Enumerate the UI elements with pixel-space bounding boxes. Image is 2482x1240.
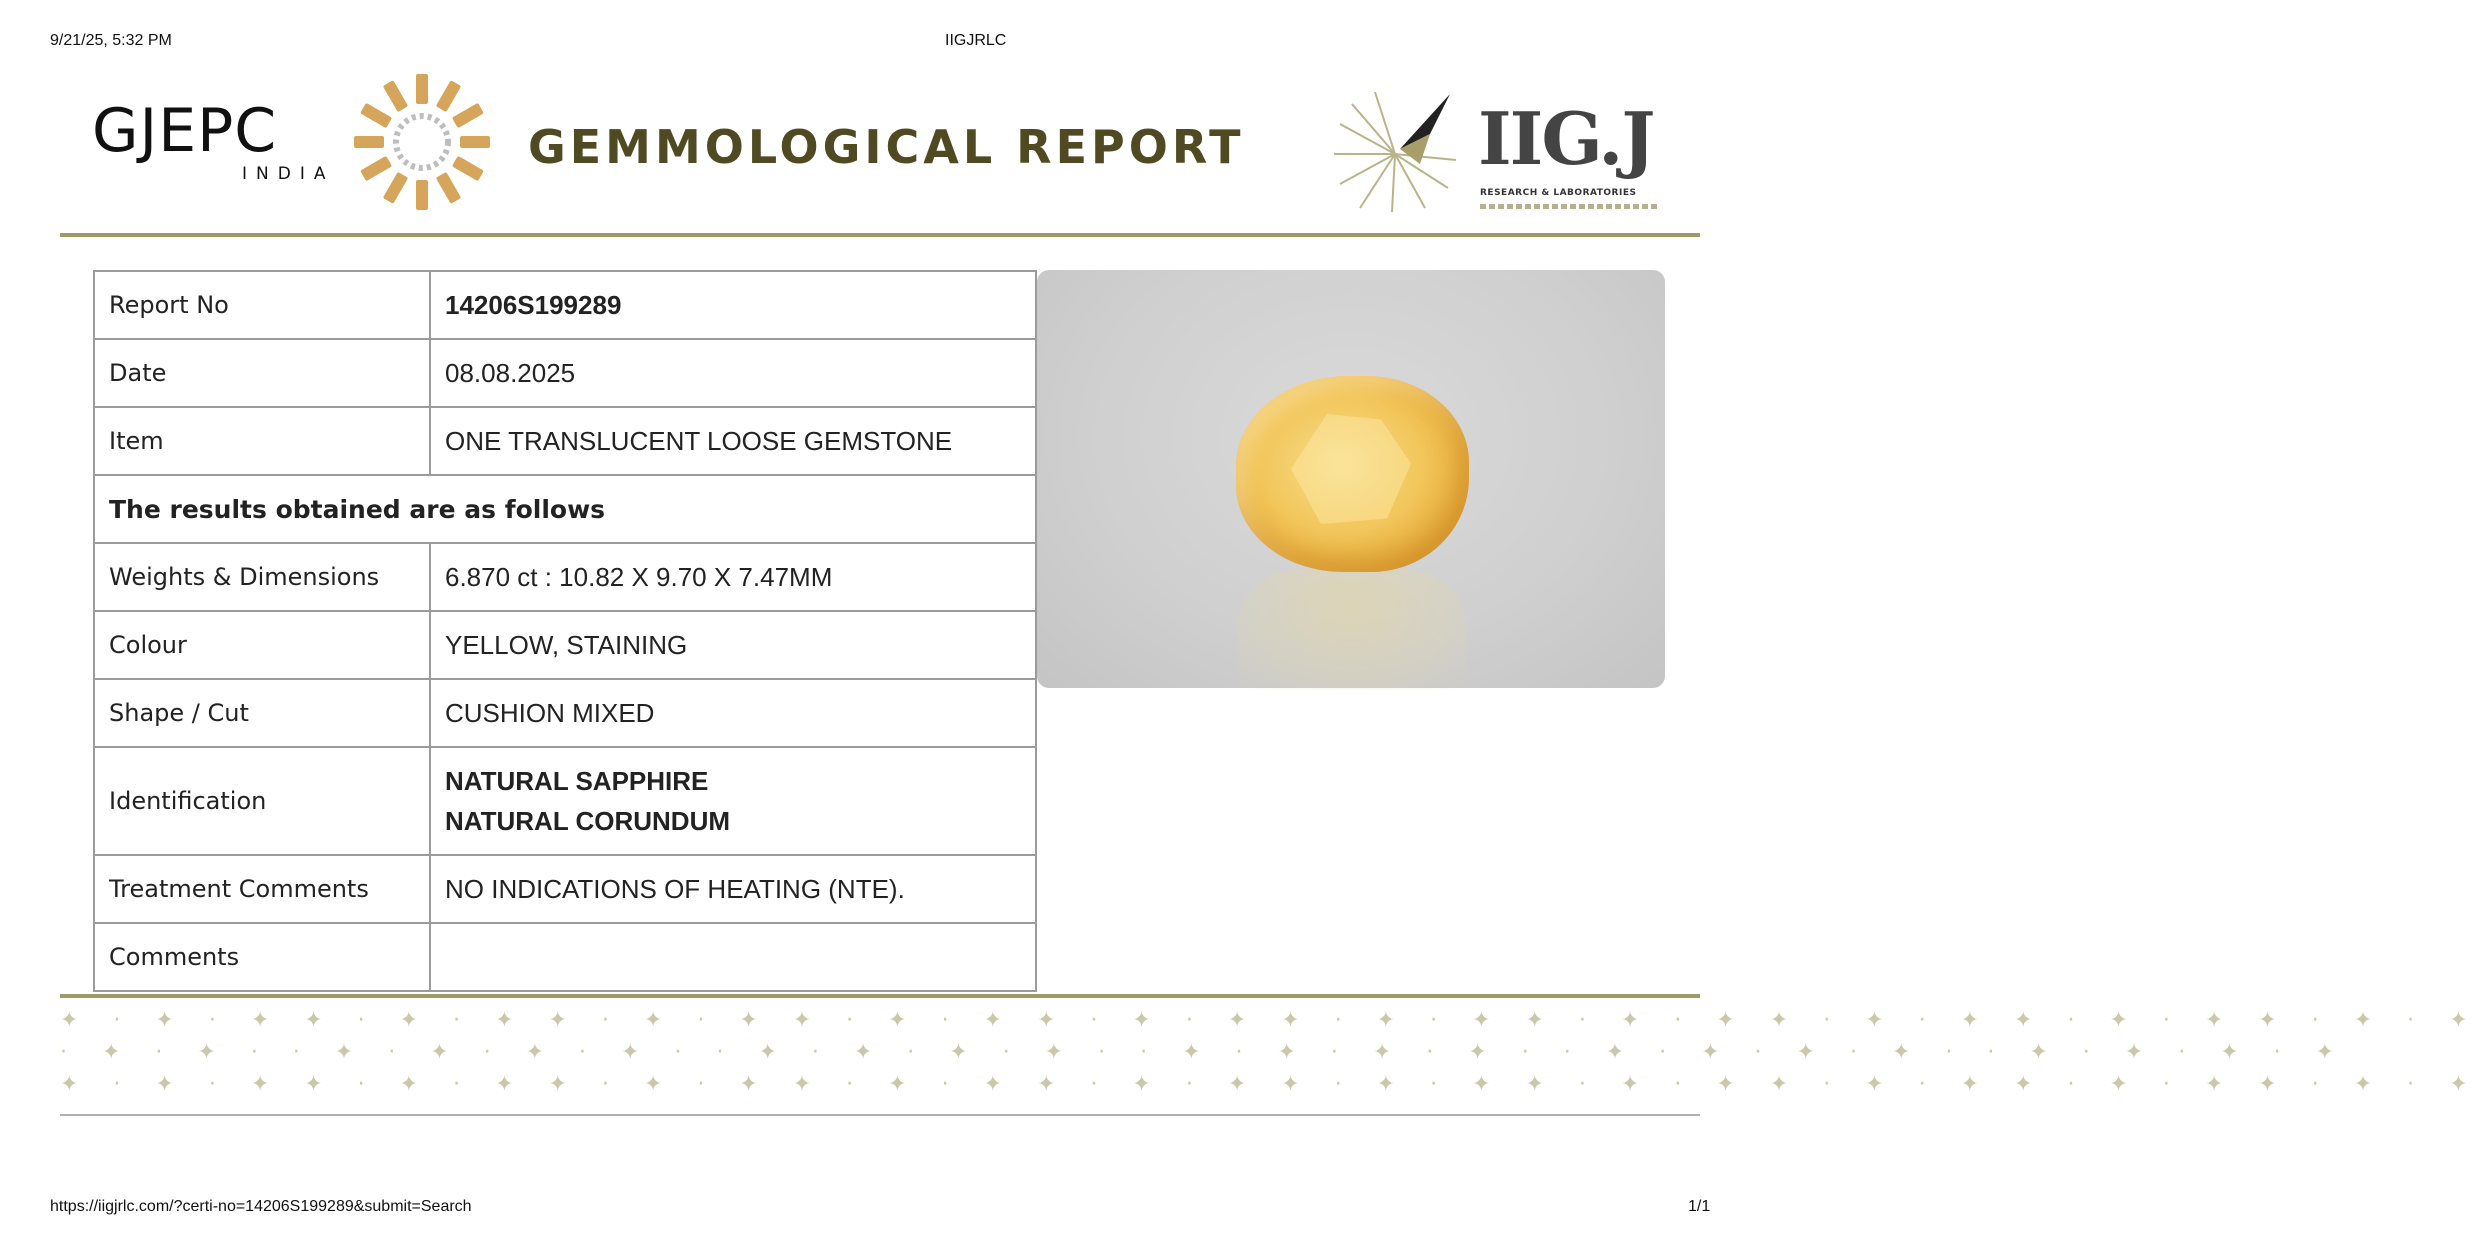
iigj-logo-name: IIG.J <box>1478 96 1654 181</box>
identification-value <box>430 747 1036 855</box>
gjepc-logo <box>92 72 492 212</box>
colour-value: YELLOW, STAINING <box>430 611 1036 679</box>
shape-label: Shape / Cut <box>94 679 430 747</box>
colour-label: Colour <box>94 611 430 679</box>
date-value: 08.08.2025 <box>430 339 1036 407</box>
results-heading: The results obtained are as follows <box>94 475 1036 543</box>
gemstone-image <box>1236 376 1469 572</box>
table-row <box>94 923 1036 991</box>
weights-label: Weights & Dimensions <box>94 543 430 611</box>
print-datetime: 9/21/25, 5:32 PM <box>50 32 172 49</box>
table-row <box>94 271 1036 339</box>
report-no-value: 14206S199289 <box>430 271 1036 339</box>
gemstone-reflection <box>1237 570 1467 690</box>
date-label: Date <box>94 339 430 407</box>
treatment-label: Treatment Comments <box>94 855 430 923</box>
item-value: ONE TRANSLUCENT LOOSE GEMSTONE <box>430 407 1036 475</box>
table-row <box>94 611 1036 679</box>
treatment-value: NO INDICATIONS OF HEATING (NTE). <box>430 855 1036 923</box>
table-row <box>94 543 1036 611</box>
star-row-3: ✦ · ✦ · ✦ ✦ · ✦ · ✦ ✦ · ✦ · ✦ ✦ · ✦ · ✦ ✦ · ✦ · ✦ ✦ · ✦ · ✦ ✦ · ✦ · ✦ ✦ · ✦ · ✦ ✦ · ✦ · ✦ ✦ · ✦ · ✦ <box>60 1072 2482 1097</box>
weights-value: 6.870 ct : 10.82 X 9.70 X 7.47MM <box>430 543 1036 611</box>
table-row <box>94 407 1036 475</box>
gemstone-facet <box>1291 414 1411 524</box>
table-row <box>94 747 1036 855</box>
gjepc-logo-sub: INDIA <box>242 164 335 184</box>
comments-label: Comments <box>94 923 430 991</box>
identification-label: Identification <box>94 747 430 855</box>
table-row <box>94 475 1036 543</box>
iigj-logo <box>1330 76 1670 226</box>
print-url: https://iigjrlc.com/?certi-no=14206S199289&submit=Search <box>50 1198 472 1215</box>
print-page-number: 1/1 <box>1688 1198 1711 1215</box>
table-row <box>94 855 1036 923</box>
shape-value: CUSHION MIXED <box>430 679 1036 747</box>
gjepc-logo-name: GJEPC <box>92 96 278 166</box>
star-row-2: · ✦ · ✦ · · ✦ · ✦ · ✦ · ✦ · · ✦ · ✦ · ✦ · ✦ · · ✦ · ✦ · ✦ · ✦ · · ✦ · ✦ · ✦ · ✦ · · ✦ · ✦ · ✦ · ✦ <box>60 1040 2349 1065</box>
iigj-logo-tagline <box>1480 204 1660 209</box>
gjepc-emblem-icon <box>352 72 492 212</box>
report-title: GEMMOLOGICAL REPORT <box>528 120 1245 174</box>
decorative-star-band <box>60 998 2482 1116</box>
identification-line-1: NATURAL SAPPHIRE <box>445 766 709 796</box>
star-row-1: ✦ · ✦ · ✦ ✦ · ✦ · ✦ ✦ · ✦ · ✦ ✦ · ✦ · ✦ ✦ · ✦ · ✦ ✦ · ✦ · ✦ ✦ · ✦ · ✦ ✦ · ✦ · ✦ ✦ · ✦ · ✦ ✦ · ✦ · ✦ <box>60 1008 2482 1033</box>
report-no-label: Report No <box>94 271 430 339</box>
table-row <box>94 339 1036 407</box>
gemstone-photo <box>1037 270 1665 688</box>
header-divider <box>60 233 1700 237</box>
iigj-starburst-icon <box>1330 84 1460 214</box>
report-table <box>93 270 1037 992</box>
iigj-logo-sub: RESEARCH & LABORATORIES <box>1480 188 1637 198</box>
item-label: Item <box>94 407 430 475</box>
table-row <box>94 679 1036 747</box>
comments-value <box>430 923 1036 991</box>
identification-line-2: NATURAL CORUNDUM <box>445 806 731 836</box>
print-page-title: IIGJRLC <box>945 32 1007 49</box>
